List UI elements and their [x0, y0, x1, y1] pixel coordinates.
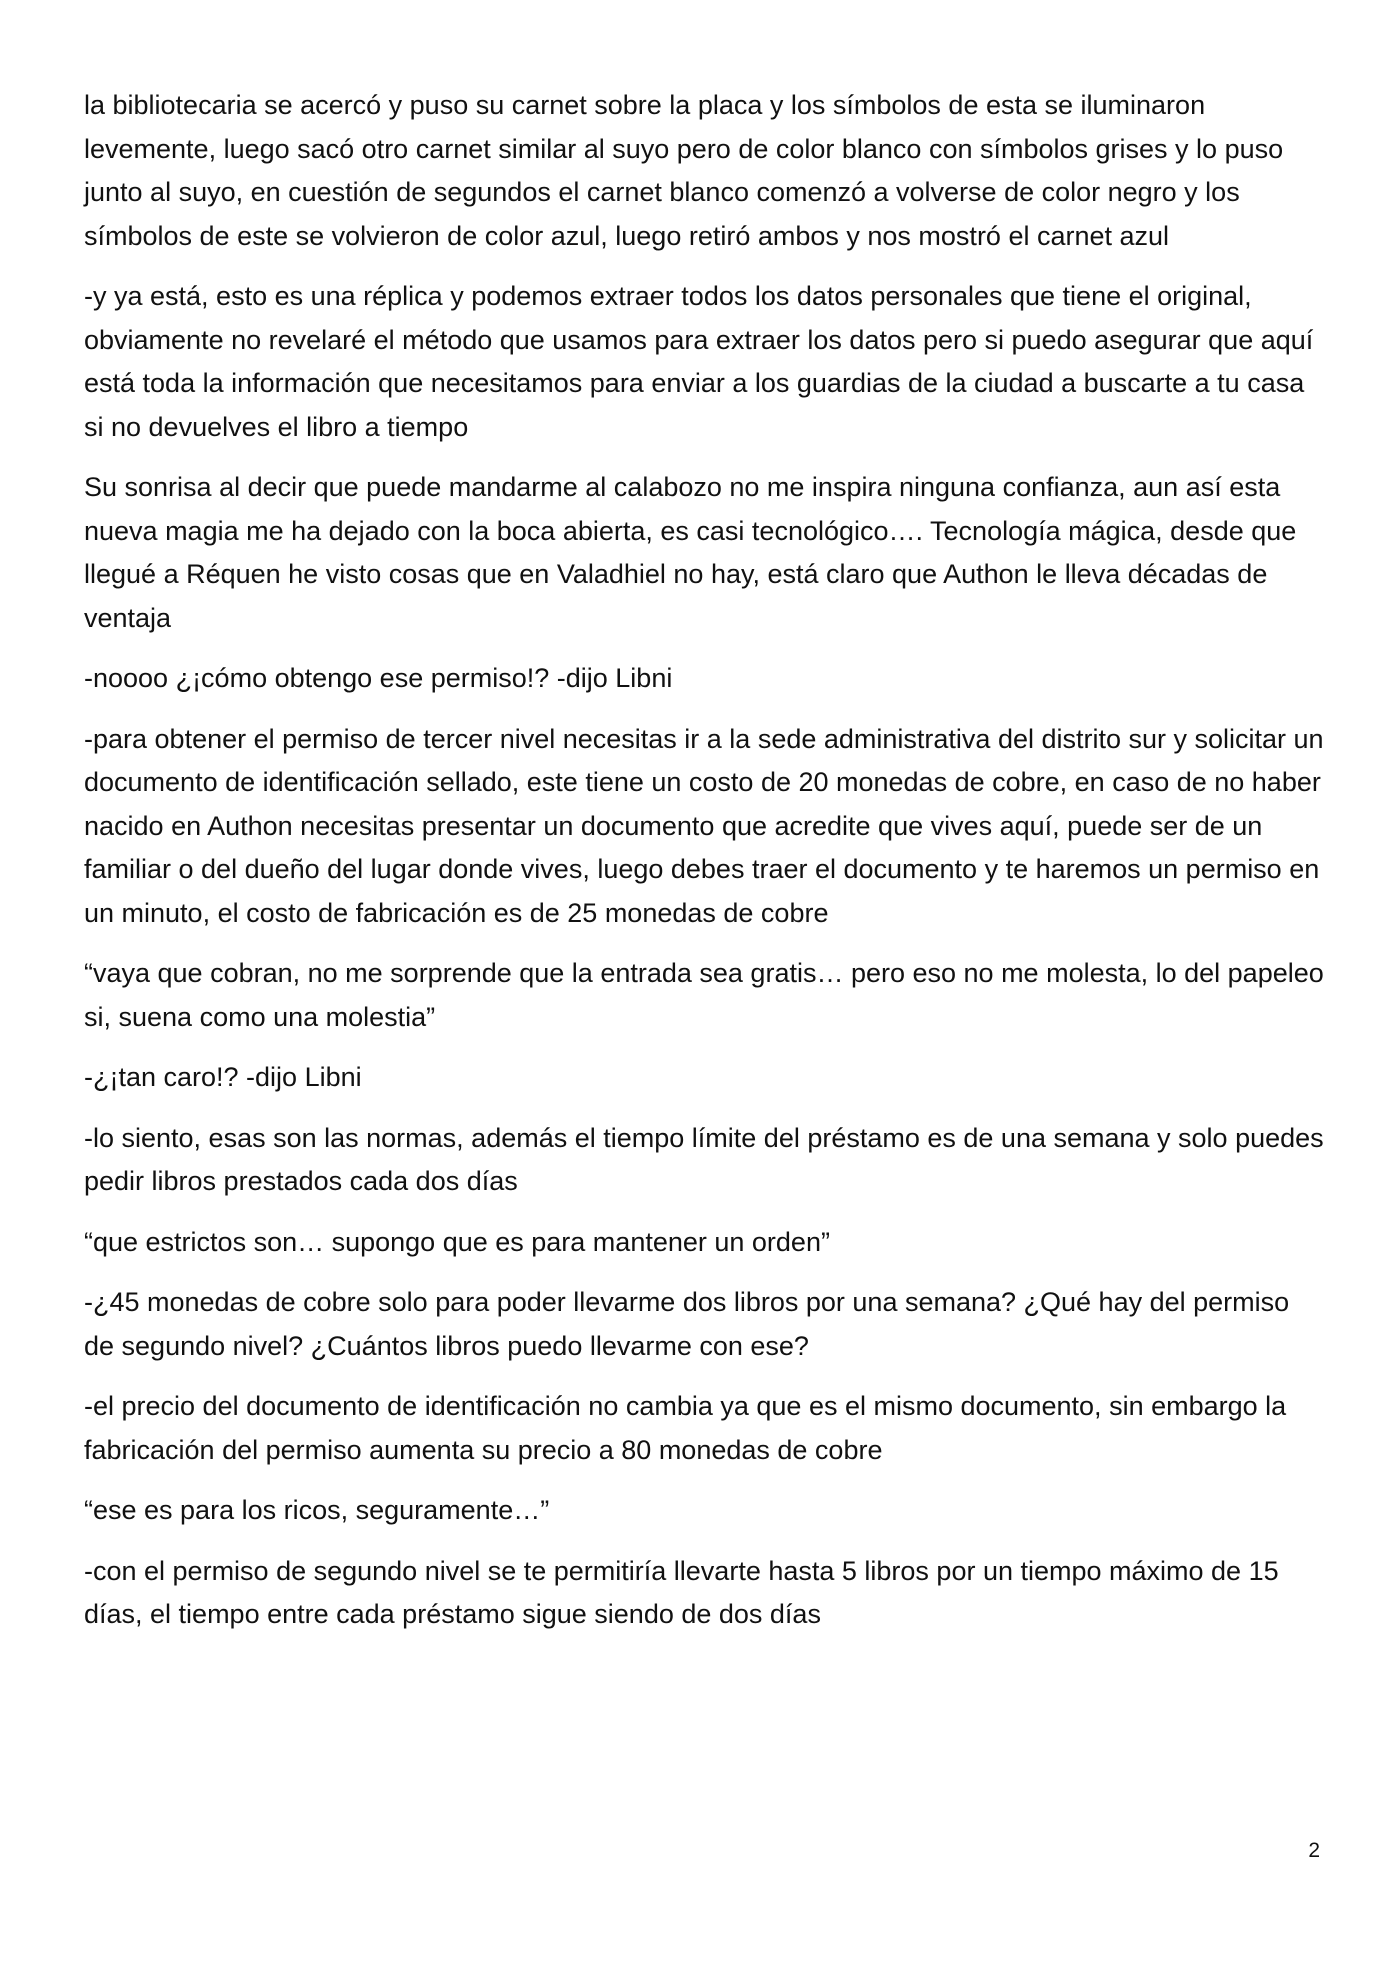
paragraph: “ese es para los ricos, seguramente…” — [84, 1495, 550, 1525]
paragraph: -con el permiso de segundo nivel se te permitiría llevarte hasta 5 libros por un tiempo máximo de 15 días, el tiempo entre cada préstamo sigue siendo de dos días — [84, 1555, 1279, 1629]
paragraph: -para obtener el permiso de tercer nivel necesitas ir a la sede administrativa del distrito sur y solicitar un documento de identificación sellado, este tiene un costo de 20 monedas de cobre, en caso de no haber nacido en Authon necesitas presentar un documento que acredite que vives aquí, puede ser de un familiar o del dueño del lugar donde vives, luego debes traer el documento y te haremos un permiso en un minuto, el costo de fabricación es de 25 monedas de cobre — [84, 723, 1324, 928]
paragraph: -y ya está, esto es una réplica y podemos extraer todos los datos personales que tiene el original, obviamente no revelaré el método que usamos para extraer los datos pero si puedo asegurar que aquí está toda la información que necesitamos para enviar a los guardias de la ciudad a buscarte a tu casa si no devuelves el libro a tiempo — [84, 281, 1314, 442]
paragraph: -el precio del documento de identificación no cambia ya que es el mismo documento, sin embargo la fabricación del permiso aumenta su precio a 80 monedas de cobre — [84, 1391, 1287, 1465]
page-number: 2 — [1308, 1839, 1320, 1862]
paragraph: -¿¡tan caro!? -dijo Libni — [84, 1062, 362, 1092]
paragraph: “que estrictos son… supongo que es para mantener un orden” — [84, 1226, 830, 1257]
page-body — [84, 84, 1324, 1654]
paragraph: -lo siento, esas son las normas, además el tiempo límite del préstamo es de una semana y solo puedes pedir libros prestados cada dos días — [84, 1122, 1324, 1196]
paragraph: -noooo ¿¡cómo obtengo ese permiso!? -dijo Libni — [84, 663, 673, 693]
paragraph: Su sonrisa al decir que puede mandarme al calabozo no me inspira ninguna confianza, aun así esta nueva magia me ha dejado con la boca abierta, es casi tecnológico…. Tecnología mágica, desde que llegué a Réquen he visto cosas que en Valadhiel no hay, está claro que Authon le lleva décadas de ventaja — [84, 472, 1297, 633]
paragraph: la bibliotecaria se acercó y puso su carnet sobre la placa y los símbolos de esta se iluminaron levemente, luego sacó otro carnet similar al suyo pero de color blanco con símbolos grises y lo puso junto al suyo, en cuestión de segundos el carnet blanco comenzó a volverse de color negro y los símbolos de este se volvieron de color azul, luego retiró ambos y nos mostró el carnet azul — [84, 90, 1284, 251]
paragraph: “vaya que cobran, no me sorprende que la entrada sea gratis… pero eso no me molesta, lo del papeleo si, suena como una molestia” — [84, 958, 1324, 1032]
paragraph: -¿45 monedas de cobre solo para poder llevarme dos libros por una semana? ¿Qué hay del permiso de segundo nivel? ¿Cuántos libros puedo llevarme con ese? — [84, 1287, 1290, 1361]
